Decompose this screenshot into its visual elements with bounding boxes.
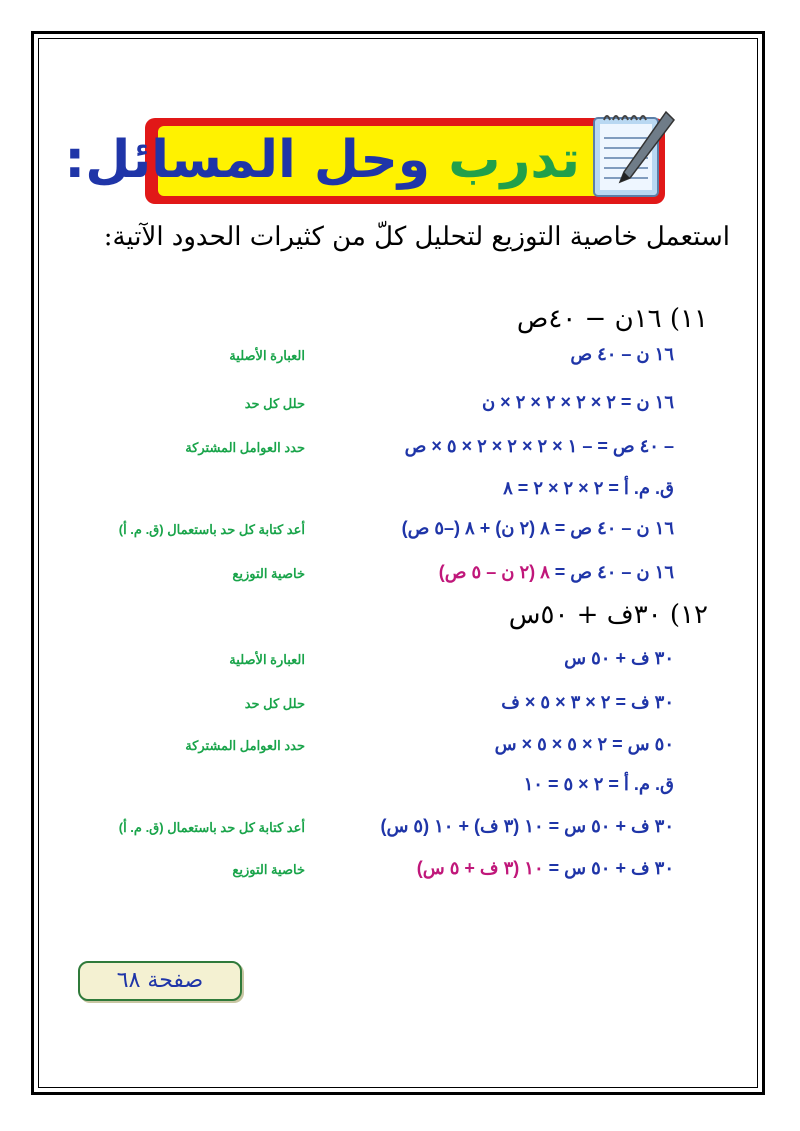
problem-11-step-1: ١٦ ن – ٤٠ ص xyxy=(570,344,674,364)
problem-11-step-4: ق. م. أ = ٢ × ٢ × ٢ = ٨ xyxy=(503,478,674,498)
problem-12-result: ١٠ (٣ ف + ٥ س) xyxy=(416,858,544,878)
problem-11-label-6: خاصية التوزيع xyxy=(232,566,305,581)
problem-12-step-2: ٣٠ ف = ٢ × ٣ × ٥ × ف xyxy=(501,692,674,712)
problem-12-label-3: حدد العوامل المشتركة xyxy=(185,738,305,753)
problem-11-label-2: حلل كل حد xyxy=(244,396,305,411)
problem-12-step-4: ق. م. أ = ٢ × ٥ = ١٠ xyxy=(523,774,674,794)
problem-12-step-6-lhs: ٣٠ ف + ٥٠ س = xyxy=(543,858,674,878)
title-word-2: وحل xyxy=(313,130,431,190)
problem-12-label-6: خاصية التوزيع xyxy=(232,862,305,877)
problem-11-step-6-lhs: ١٦ ن – ٤٠ ص = xyxy=(549,562,674,582)
problem-11-step-3: – ٤٠ ص = – ١ × ٢ × ٢ × ٢ × ٥ × ص xyxy=(404,436,674,456)
page-number: ٦٨ xyxy=(116,968,141,993)
title-word-1: تدرب xyxy=(448,130,580,190)
page-number-badge xyxy=(78,961,242,1001)
problem-11-step-5: ١٦ ن – ٤٠ ص = ٨ (٢ ن) + ٨ (–٥ ص) xyxy=(401,518,674,538)
title-word-3: المسائل: xyxy=(64,130,296,190)
problem-12-step-5: ٣٠ ف + ٥٠ س = ١٠ (٣ ف) + ١٠ (٥ س) xyxy=(380,816,674,836)
problem-12-step-1: ٣٠ ف + ٥٠ س xyxy=(564,648,674,668)
problem-11-result: ٨ (٢ ن – ٥ ص) xyxy=(438,562,550,582)
page-title xyxy=(64,124,580,196)
problem-12-label-5: أعد كتابة كل حد باستعمال (ق. م. أ) xyxy=(118,820,305,835)
problem-11-label-3: حدد العوامل المشتركة xyxy=(185,440,305,455)
page-label: صفحة xyxy=(147,968,204,993)
problem-12-step-3: ٥٠ س = ٢ × ٥ × ٥ × س xyxy=(494,734,674,754)
problem-12-label-1: العبارة الأصلية xyxy=(229,652,305,667)
problem-11-heading: ١١) ١٦ن − ٤٠ص xyxy=(516,304,708,334)
problem-12-step-6 xyxy=(417,858,674,879)
problem-11-label-5: أعد كتابة كل حد باستعمال (ق. م. أ) xyxy=(118,522,305,537)
problem-12-label-2: حلل كل حد xyxy=(244,696,305,711)
problem-11-step-2: ١٦ ن = ٢ × ٢ × ٢ × ٢ × ن xyxy=(481,392,674,412)
instruction-text: استعمل خاصية التوزيع لتحليل كلّ من كثيرات الحدود الآتية: xyxy=(103,222,730,252)
problem-11-step-6 xyxy=(439,562,674,583)
notepad-pencil-icon xyxy=(586,104,678,204)
problem-12-heading: ١٢) ٣٠ف + ٥٠س xyxy=(508,600,708,630)
problem-11-label-1: العبارة الأصلية xyxy=(229,348,305,363)
